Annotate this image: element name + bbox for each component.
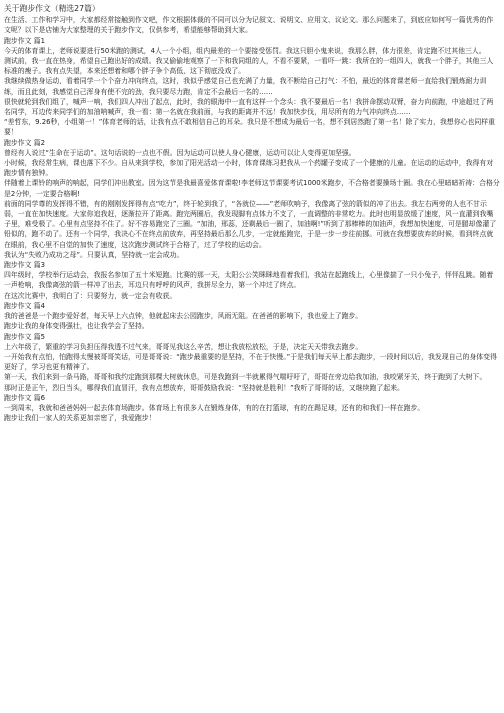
essay-section [4,138,500,260]
paragraph: “差哲东，9.26秒，小组第一！”体育老师的话，让我有点不敢相信自己的耳朵。我只是不想成为最后一名，想不到居然跑了第一名！除了实力，我想你心也同样重要！ [4,118,496,137]
document-title: 关于跑步作文（精选27篇） [4,4,100,13]
paragraph: 跑步让我们一家人的关系更加亲密了，我爱跑步！ [4,414,156,423]
paragraph: 四年级时，学校举行运动会，我报名参加了五十米短跑。比赛的那一天，太阳公公笑眯眯地看着我们，我站在起跑线上，心里像揣了一只小兔子，怦怦乱跳。随着一声枪响，我像离弦的箭一样冲了出去，耳边只有呼呼的风声，我拼尽全力，第一个冲过了终点。 [4,271,494,290]
paragraph: 跑步让我的身体变得强壮，也让我学会了坚持。 [4,322,149,331]
section-heading: 跑步作文 篇2 [4,138,46,147]
section-heading: 跑步作文 篇1 [4,36,46,45]
section-heading: 跑步作文 篇4 [4,301,46,310]
document-intro: 在生活、工作和学习中，大家都经常接触到作文吧，作文根据体裁的不同可以分为记叙文、说明文、应用文、议论文。那么问题来了，到底应如何写一篇优秀的作文呢？以下是店铺为大家整理的关于跑步作文，仅供参考，希望能够帮助到大家。 [4,16,494,35]
paragraph: 今天的体育课上，老师说要进行50米跑的测试，4人一个小组，组内最差的一个要接受惩罚。我这只胆小鬼来说，我那么胖，体力很差，肯定跑不过其他三人。 [4,46,486,55]
section-heading: 跑步作文 篇3 [4,261,46,270]
section-heading: 跑步作文 篇6 [4,393,46,402]
paragraph: 伴随着上课铃的响声的响起，同学们冲出教室。因为这节是我最喜爱体育课啦!李老师这节课要考试1000米跑步，不合格者要操场十圈。我在心里暗暗祈祷：合格分是2分钟，一定要合格啊! [4,179,500,198]
paragraph: 曾经有人说过“生命在于运动”。这句话说的一点也不假。因为运动可以使人身心健康，运动可以让人变得更加坚强。 [4,148,356,157]
essay-section [4,332,500,393]
essay-section [4,260,500,301]
paragraph: 我继续做热身运动，看着同学一个个奋力冲向终点，这时，我似乎感觉自己也充满了力量，我不断给自己打气：不怕，最近的体育课老师一直给我们锻炼耐力训练，而且此刻，我感觉自己浑身有使不完的劲，我只要尽力跑，肯定不会最后一名的…… [4,77,487,96]
paragraph: 测试前，我一直在热身，希望自己跑出好的成绩。我又偷偷地观察了一下和我同组的人，不看不要紧，一看吓一跳：我所在的一组四人，就我一个胖子，其他三人标准的瘦子。我有点失望，本来还想着和哪个胖子争个高低，这下彻底没戏了。 [4,57,494,76]
paragraph: 很快就轮到我们组了，喊声一响，我们四人冲出了起点，此时，我的眼海中一直有这样一个念头：我不要最后一名！我拼命摆动双臂，奋力向前跑，中途超过了两名同学，耳边传来同学们的加油呐喊声，我一看：第一名就在我前面，与我的距离并不远！我加快步伐，用尽所有的力气冲向终点…… [4,97,494,117]
essay-section [4,36,500,138]
document-sections [4,36,500,424]
paragraph: 那时正是正午，烈日当头，哪得我们直冒汗，我有点想放弃，哥哥鼓励我说：“坚持就是胜利！”我听了哥哥的话，又继续跑了起来。 [4,383,404,392]
section-heading: 跑步作文 篇5 [4,332,46,341]
paragraph: 上六年级了，繁重的学习负担压得我透不过气来，哥哥见我这么辛苦，想让我放松放松，于是，决定天天带我去跑步。 [4,342,363,351]
paragraph: 第一天，我们来到一条马路，哥哥和我约定跑到那棵大树就休息，可是我跑到一半就累得气喘吁吁了，哥哥在旁边给我加油，我咬紧牙关，终于跑到了大树下。 [4,373,487,382]
essay-section [4,393,500,424]
paragraph: 一开始我有点怕，怕跑得太慢被哥哥笑话，可是哥哥说：“跑步最重要的是坚持，不在于快慢。”于是我们每天早上都去跑步，一段时间以后，我发现自己的身体变得更好了，学习也更有精神了。 [4,352,497,372]
paragraph: 一到周末，我就和爸爸妈妈一起去体育场跑步。体育场上有很多人在锻炼身体，有的在打篮球，有的在踢足球，还有的和我们一样在跑步。 [4,403,425,412]
paragraph: 我的爸爸是一个跑步爱好者，每天早上六点钟，他就起床去公园跑步，风雨无阻。在爸爸的影响下，我也爱上了跑步。 [4,312,363,321]
paragraph: 小时候，我经常生病，课也落下不少。自从来到学校，参加了阳光活动一小时，体育课练习把我从一个药罐子变成了一个健康的儿童。在运动的运动中，我得有对跑步情有独钟。 [4,159,494,178]
paragraph: 我认为“失败乃成功之母”。只要认真，坚持就一定会成功。 [4,250,184,259]
paragraph: 前面的同学尊的发挥得不错，有的刚刚发挥得有点“吃力”，终于轮到我了，“各就位——”老师吹响子，我像离了弦的箭似的冲了出去。我左右两旁的人也不甘示弱，一直在加快速度。大家你追我赶，逐渐拉开了距离。跑完两圈后，我发现脚有点体力不支了，一直调整的非常吃力。此时也明显放缓了速度，风一直灌到我嘴子里，难受极了。心里有点坚持不住了。好不容易跑完了三圈。“加油，邢蕊，还剩最后一圈了，加油啊!”听到了那棒棒的加油声，我想加快速度，可是腿却像灌了铅似的，跑不动了。还有一个同学，我决心不在终点前放弃，再坚持最后那么几步，一定就能跑完，于是一步一步往前挪。可就在我想要放弃的时候，看到终点就在眼前，我心里不自觉的加快了速度，这次跑步测试终于合格了，过了学校的运动会。 [4,199,497,249]
essay-section [4,301,500,332]
paragraph: 在这次比赛中，我明白了：只要努力，就一定会有收获。 [4,291,177,300]
